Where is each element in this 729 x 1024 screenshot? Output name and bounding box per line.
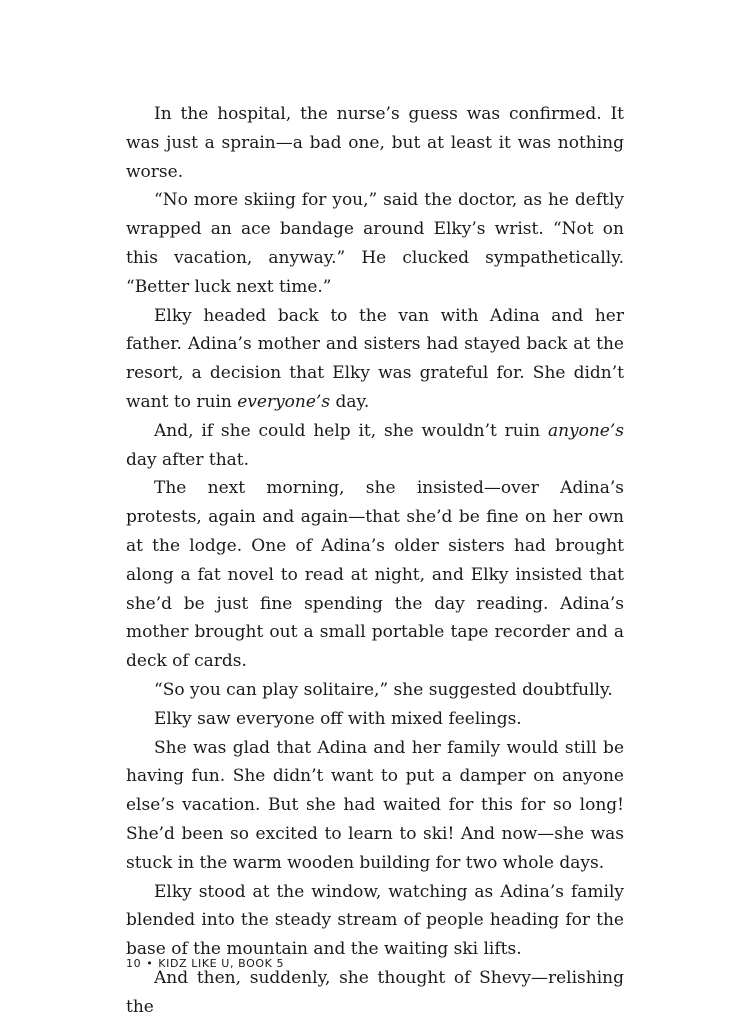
paragraph-10: And then, suddenly, she thought of Shevy—relishing the: [126, 967, 624, 1017]
page-number: 10: [126, 957, 142, 970]
paragraph-4: And, if she could help it, she wouldn’t ruin anyone’s day after that.: [126, 420, 624, 470]
paragraph-6: “So you can play solitaire,” she suggested doubtfully.: [154, 679, 613, 700]
page-footer: [126, 957, 284, 970]
paragraph-1: In the hospital, the nurse’s guess was confirmed. It was just a sprain—a bad one, but at least it was nothing worse.: [126, 104, 624, 182]
emphasis-everyones: everyone’s: [237, 391, 331, 412]
paragraph-2: “No more skiing for you,” said the doctor, as he deftly wrapped an ace bandage around Elky’s wrist. “Not on this vacation, anyway.” He clucked sympathetically. “Better luck next time.”: [126, 190, 624, 297]
body-text: [126, 100, 624, 1022]
paragraph-5: The next morning, she insisted—over Adina’s protests, again and again—that she’d be fine on her own at the lodge. One of Adina’s older sisters had brought along a fat novel to read at night, and Elky insisted that she’d be just fine spending the day reading. Adina’s mother brought out a small portable tape recorder and a deck of cards.: [126, 478, 624, 672]
paragraph-8: She was glad that Adina and her family would still be having fun. She didn’t want to put a damper on anyone else’s vacation. But she had waited for this for so long! She’d been so excited to learn to ski! And now—she was stuck in the warm wooden building for two whole days.: [126, 737, 624, 873]
paragraph-9: Elky stood at the window, watching as Adina’s family blended into the steady stream of people heading for the base of the mountain and the waiting ski lifts.: [126, 881, 624, 960]
emphasis-anyones: anyone’s: [547, 420, 624, 441]
paragraph-3: Elky headed back to the van with Adina and her father. Adina’s mother and sisters had stayed back at the resort, a decision that Elky was grateful for. She didn’t want to ruin everyone’s day.: [126, 305, 624, 412]
running-title: KIDZ LIKE U, BOOK 5: [158, 957, 285, 970]
paragraph-7: Elky saw everyone off with mixed feelings.: [154, 708, 522, 729]
footer-separator: •: [146, 957, 154, 970]
